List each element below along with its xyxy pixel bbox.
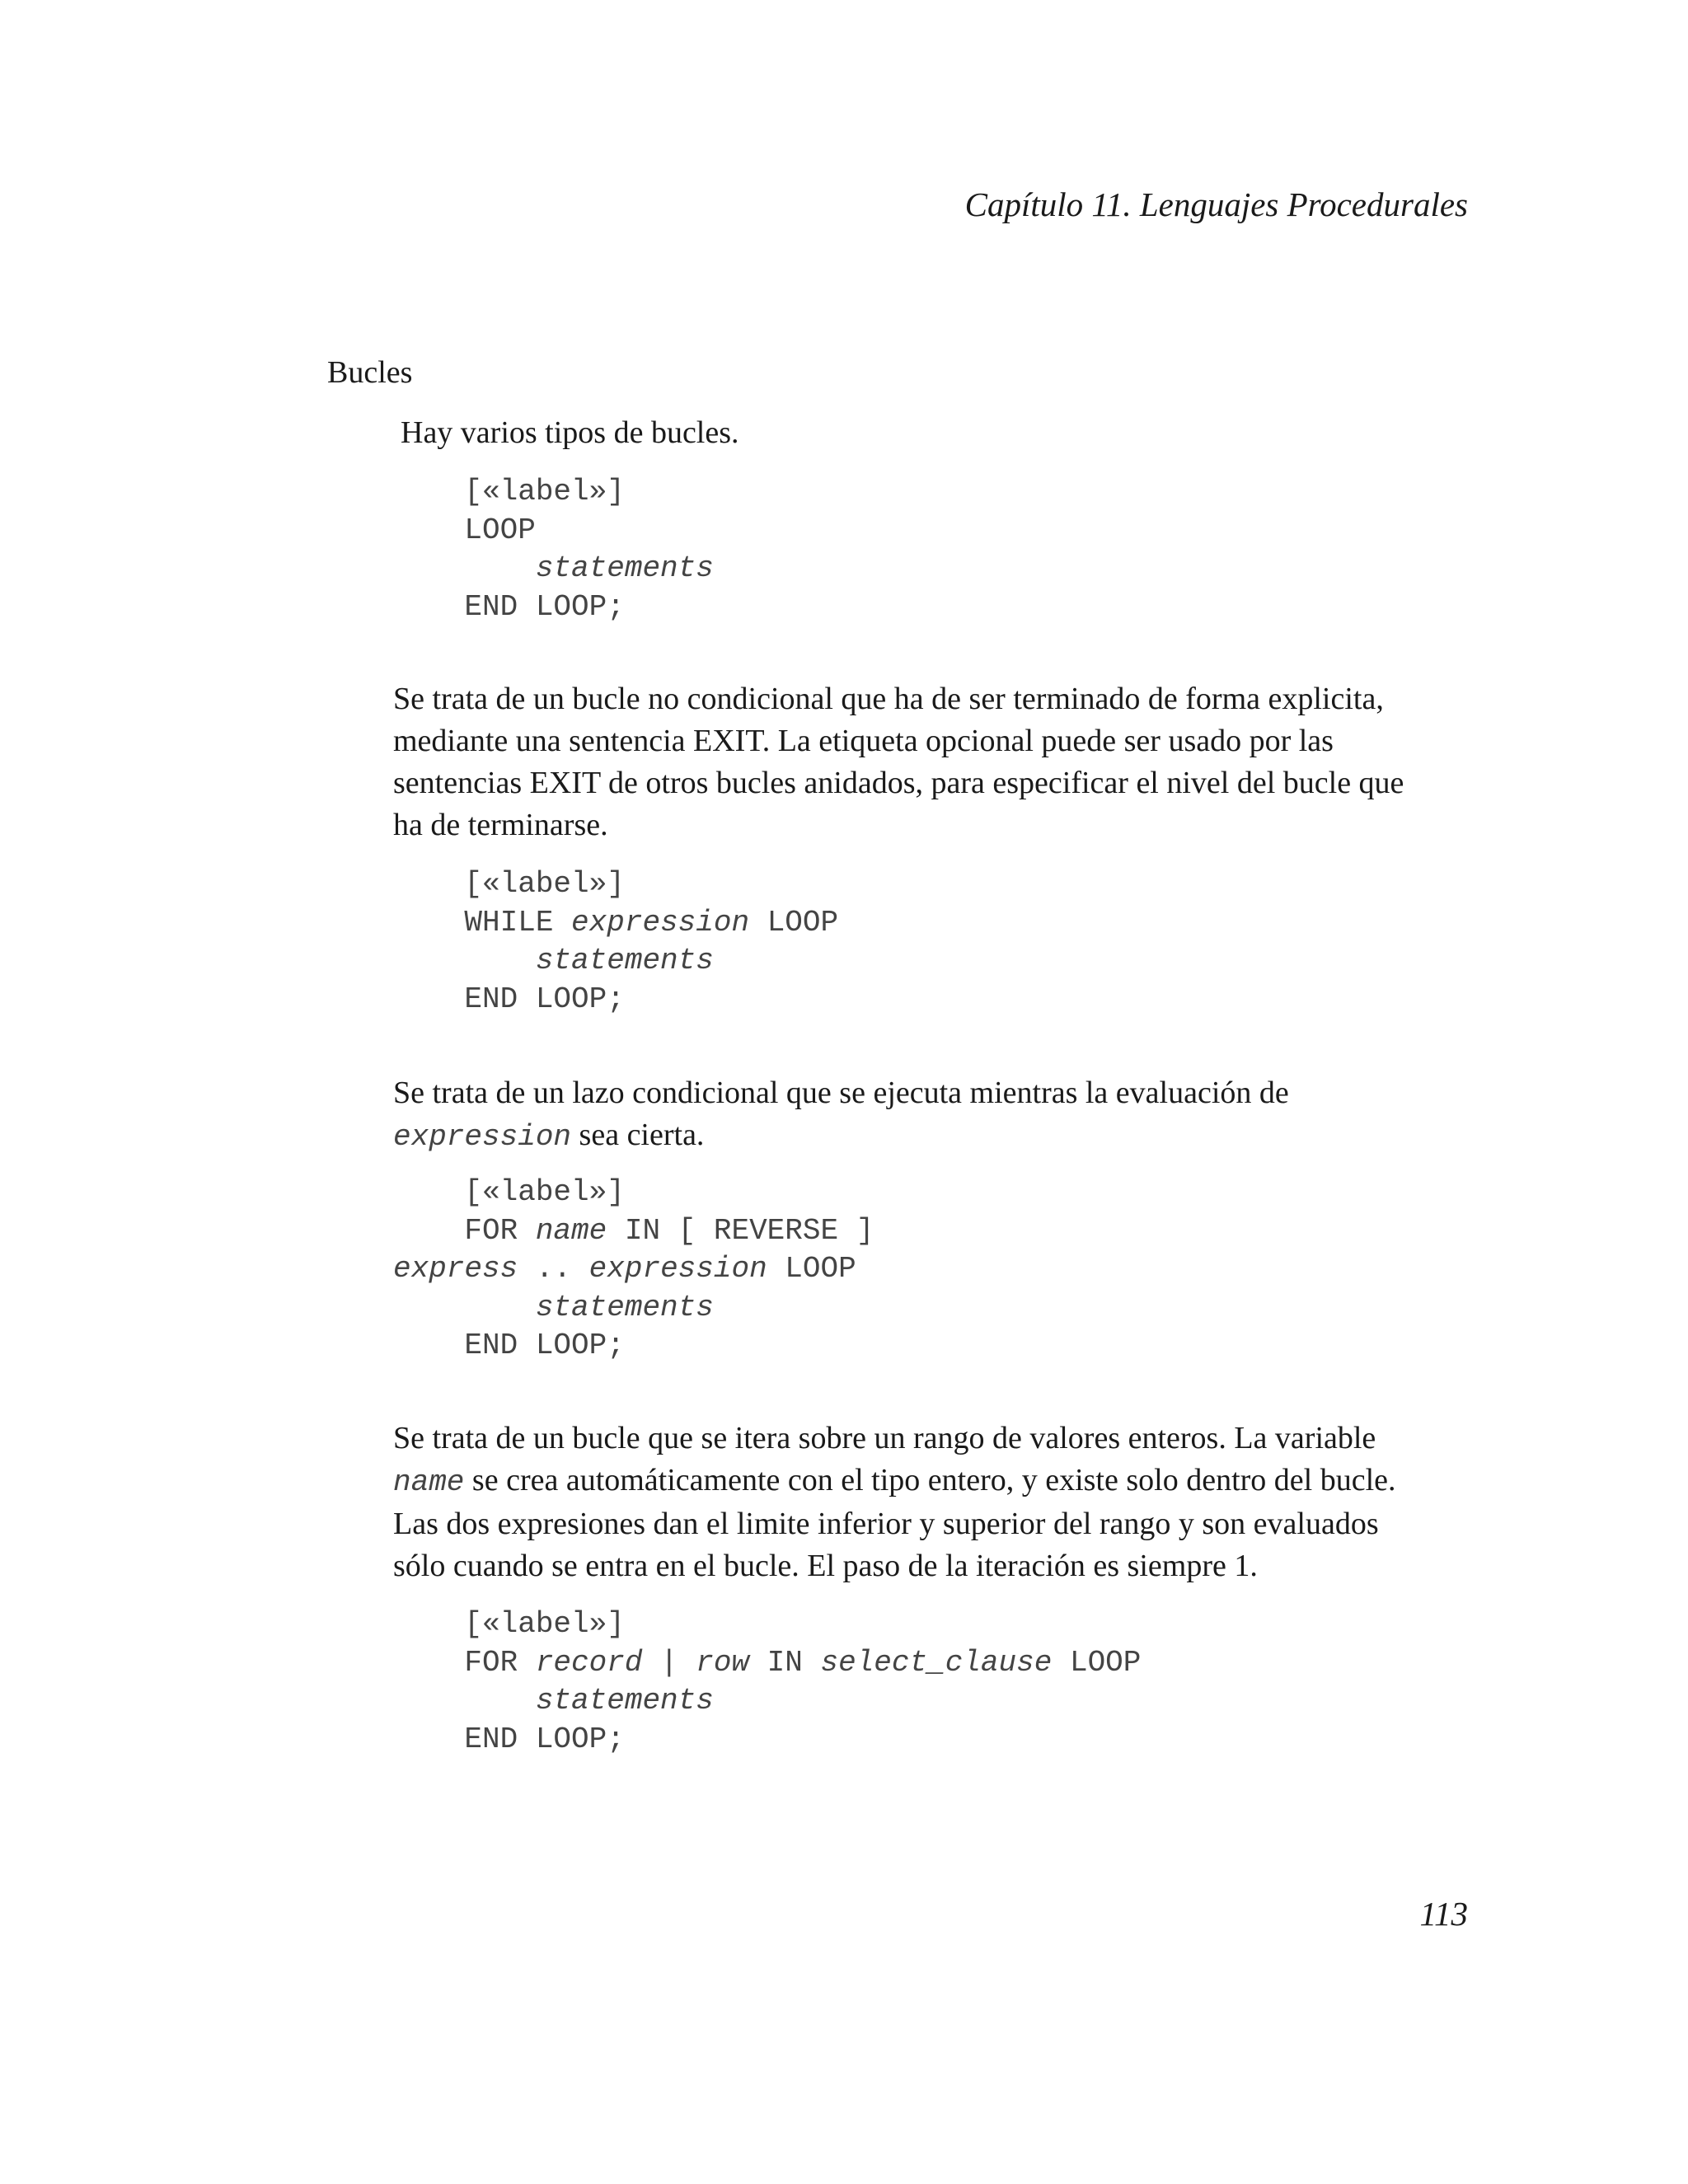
code-placeholder: name <box>535 1213 607 1248</box>
code-placeholder: expression <box>571 905 750 940</box>
code-line: END LOOP; <box>393 589 625 624</box>
code-placeholder: record <box>535 1645 643 1680</box>
code-placeholder: statements <box>535 1684 714 1718</box>
paragraph-line: Las dos expresiones dan el limite inferior y superior del rango y son evaluados <box>393 1507 1379 1541</box>
code-placeholder: statements <box>535 1290 714 1324</box>
code-placeholder: expression <box>588 1252 767 1286</box>
code-line: [«label»] <box>393 1175 625 1209</box>
paragraph-line: mediante una sentencia EXIT. La etiqueta opcional puede ser usado por las <box>393 724 1334 758</box>
code-line: [«label»] <box>393 1607 625 1641</box>
code-block-loop <box>393 473 714 626</box>
code-line: END LOOP; <box>393 1722 625 1756</box>
paragraph-line: Se trata de un lazo condicional que se ejecuta mientras la evaluación de <box>393 1076 1289 1110</box>
paragraph-line: Se trata de un bucle que se itera sobre un rango de valores enteros. La variable <box>393 1421 1376 1455</box>
code-block-for-integer <box>393 1174 874 1366</box>
code-line: [«label»] <box>393 867 625 901</box>
code-line: FOR record | row IN select_clause LOOP <box>393 1645 1142 1680</box>
code-line <box>393 1682 1141 1721</box>
code-placeholder: statements <box>535 944 714 977</box>
code-placeholder: row <box>696 1645 750 1680</box>
intro-text: Hay varios tipos de bucles. <box>401 415 739 450</box>
section-heading: Bucles <box>327 355 413 390</box>
code-line <box>393 550 714 588</box>
code-line: WHILE expression LOOP <box>393 905 839 940</box>
paragraph-loop-description <box>393 678 1481 846</box>
inline-code: name <box>393 1465 465 1499</box>
paragraph-line: sólo cuando se entra en el bucle. El paso de la iteración es siempre 1. <box>393 1549 1258 1583</box>
paragraph-line: sentencias EXIT de otros bucles anidados, para especificar el nivel del bucle que <box>393 766 1404 800</box>
code-line: FOR name IN [ REVERSE ] <box>393 1213 874 1248</box>
paragraph-for-description <box>393 1418 1481 1587</box>
code-line: LOOP <box>393 513 536 547</box>
code-line: [«label»] <box>393 475 625 509</box>
code-line: END LOOP; <box>393 982 625 1016</box>
paragraph-line: expression sea cierta. <box>393 1118 705 1154</box>
code-placeholder: statements <box>535 551 714 585</box>
running-header: Capítulo 11. Lenguajes Procedurales <box>964 185 1468 223</box>
code-line: express .. expression LOOP <box>393 1252 856 1286</box>
page-number: 113 <box>1419 1895 1468 1933</box>
code-block-for-record <box>393 1605 1141 1759</box>
inline-code: expression <box>393 1120 572 1154</box>
code-placeholder: express <box>393 1252 518 1286</box>
code-block-while <box>393 865 838 1019</box>
paragraph-while-description <box>393 1072 1481 1158</box>
code-placeholder: select_clause <box>820 1645 1053 1680</box>
paragraph-line: Se trata de un bucle no condicional que ha de ser terminado de forma explicita, <box>393 682 1384 716</box>
code-line <box>393 1289 874 1328</box>
code-line <box>393 942 838 981</box>
paragraph-line: ha de terminarse. <box>393 808 608 842</box>
paragraph-line: name se crea automáticamente con el tipo entero, y existe solo dentro del bucle. <box>393 1463 1396 1499</box>
code-line: END LOOP; <box>393 1329 625 1362</box>
